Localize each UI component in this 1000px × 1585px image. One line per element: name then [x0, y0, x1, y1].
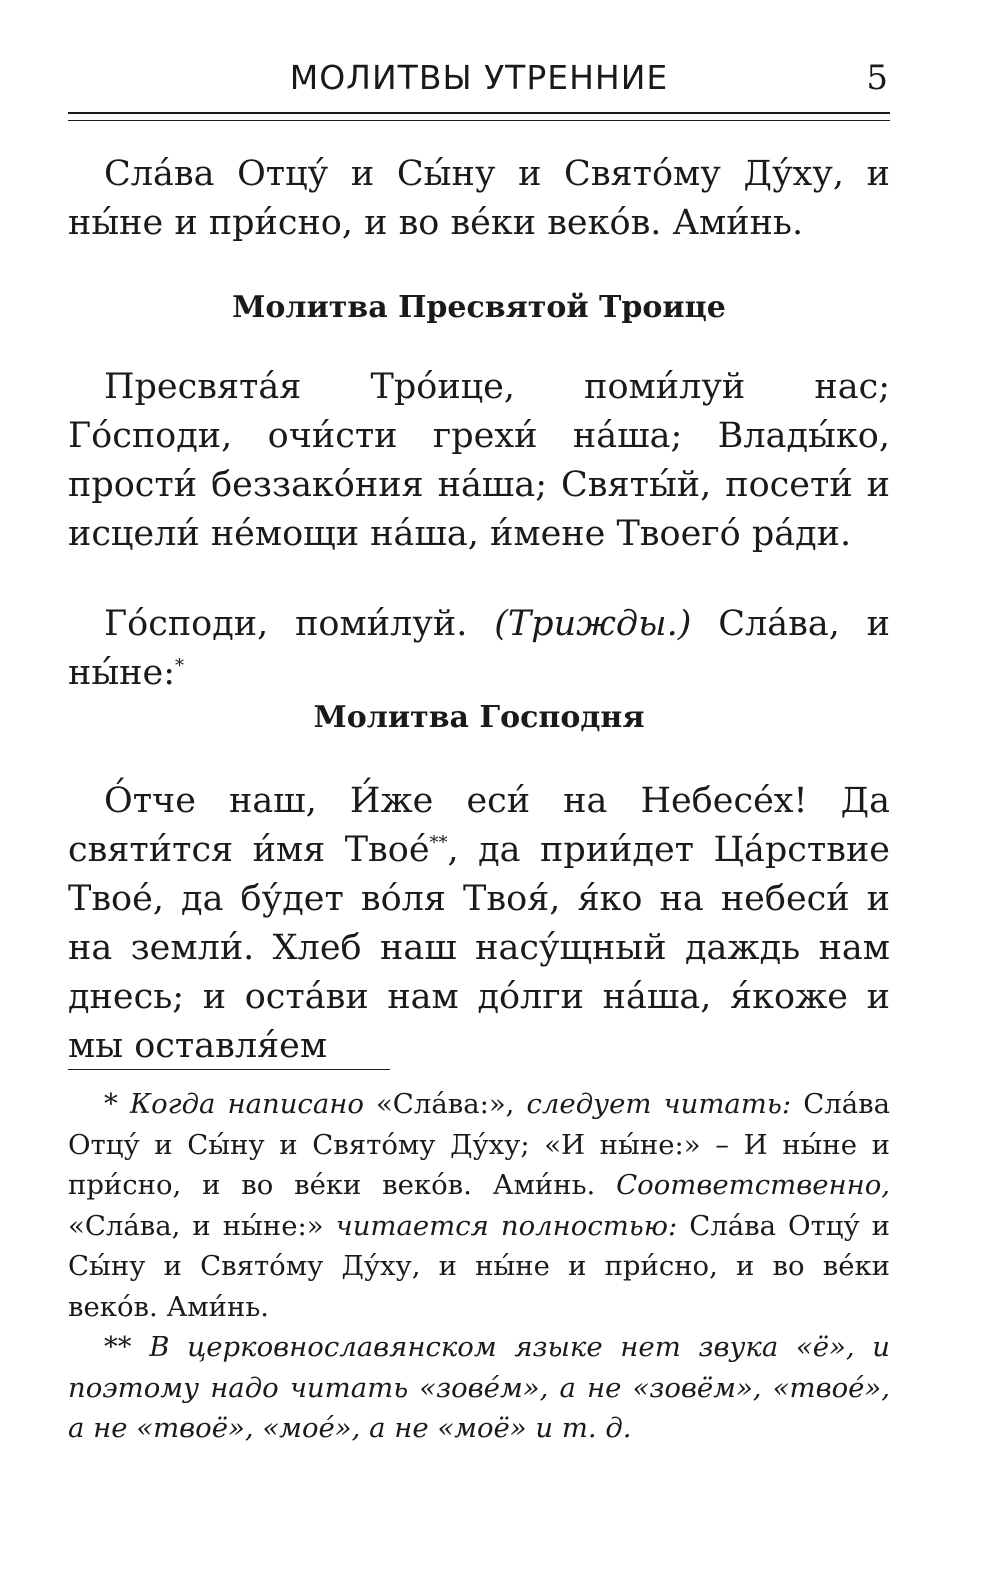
footnote-ref-2: ** [429, 832, 448, 854]
footnote-1-part: читается полностью: [335, 1209, 678, 1242]
footnote-1-part: Соответственно, [616, 1169, 890, 1201]
footnote-ref-1: * [175, 655, 185, 677]
lords-prayer-title: Молитва Господня [313, 700, 645, 735]
page-number: 5 [866, 58, 888, 98]
footnote-1-part: Когда написано [129, 1088, 376, 1120]
footnote-1-part: «Сла́ва, и ны́не:» [68, 1209, 336, 1242]
kyrie-line [68, 600, 890, 698]
kyrie-note: (Трижды.) [494, 604, 692, 644]
lords-prayer-text-1: О́тче наш, И́же еси́ на Небесе́х! Да святи́тся и́мя Твое́ [68, 781, 890, 870]
trinity-prayer-title: Молитва Пресвятой Троице [232, 290, 726, 325]
footnote-2-text: В церковнославянском языке нет звука «ё», и поэтому надо читать «зове́м», а не «зовём», «твое́», а не «твоё», «мое́», а не «моё» и т. д. [68, 1331, 890, 1444]
lords-prayer-block [68, 777, 890, 1071]
footnote-2-mark: ** [104, 1331, 150, 1363]
running-head [68, 58, 890, 106]
header-rule-thin [68, 120, 890, 121]
doxology-block [68, 150, 890, 248]
kyrie-text: Го́споди, поми́луй. [104, 604, 468, 644]
kyrie-block [68, 600, 890, 698]
footnote-1-part: следует читать: [514, 1088, 792, 1120]
trinity-prayer-block [68, 363, 890, 559]
kyrie-end: Сла́ва, и ны́не: [68, 604, 890, 693]
doxology-paragraph: Сла́ва Отцу́ и Сы́ну и Свято́му Ду́ху, и ны́не и при́сно, и во ве́ки веко́в. Ами́нь. [68, 154, 890, 243]
lords-prayer-paragraph [68, 777, 890, 1071]
footnote-1-part: Сла́ва Отцу́ и Сы́ну и Свято́му Ду́ху, и ны́не и при́сно, и во ве́ки веко́в. Ами́нь. [68, 1209, 891, 1323]
footnote-1-part: Сла́ва Отцу́ и Сы́ну и Свято́му Ду́ху; «И ны́не:» – И ны́не и при́сно, и во ве́ки веко́в. Ами́нь. [68, 1088, 890, 1201]
footnotes [68, 1084, 890, 1449]
running-title: МОЛИТВЫ УТРЕННИЕ [289, 58, 669, 97]
footnote-rule [68, 1069, 390, 1070]
footnote-1-mark: * [104, 1088, 130, 1120]
trinity-prayer-paragraph: Пресвята́я Тро́ице, поми́луй нас; Го́споди, очи́сти грехи́ на́ша; Влады́ко, прости́ беззако́ния на́ша; Святы́й, посети́ и исцели́ не́мощи на́ша, и́мене Твоего́ ра́ди. [68, 367, 890, 554]
footnote-1 [68, 1084, 890, 1327]
header-rule-thick [68, 112, 890, 114]
footnote-2 [68, 1327, 890, 1449]
lords-prayer-text-2: , да прии́дет Ца́рствие Твое́, да бу́дет во́ля Твоя́, я́ко на небеси́ и на земли́. Хлеб наш насу́щный даждь нам днесь; и оста́ви нам до́лги на́ша, я́коже и мы оставля́ем [68, 830, 890, 1066]
footnote-1-part: «Сла́ва:», [375, 1088, 515, 1120]
